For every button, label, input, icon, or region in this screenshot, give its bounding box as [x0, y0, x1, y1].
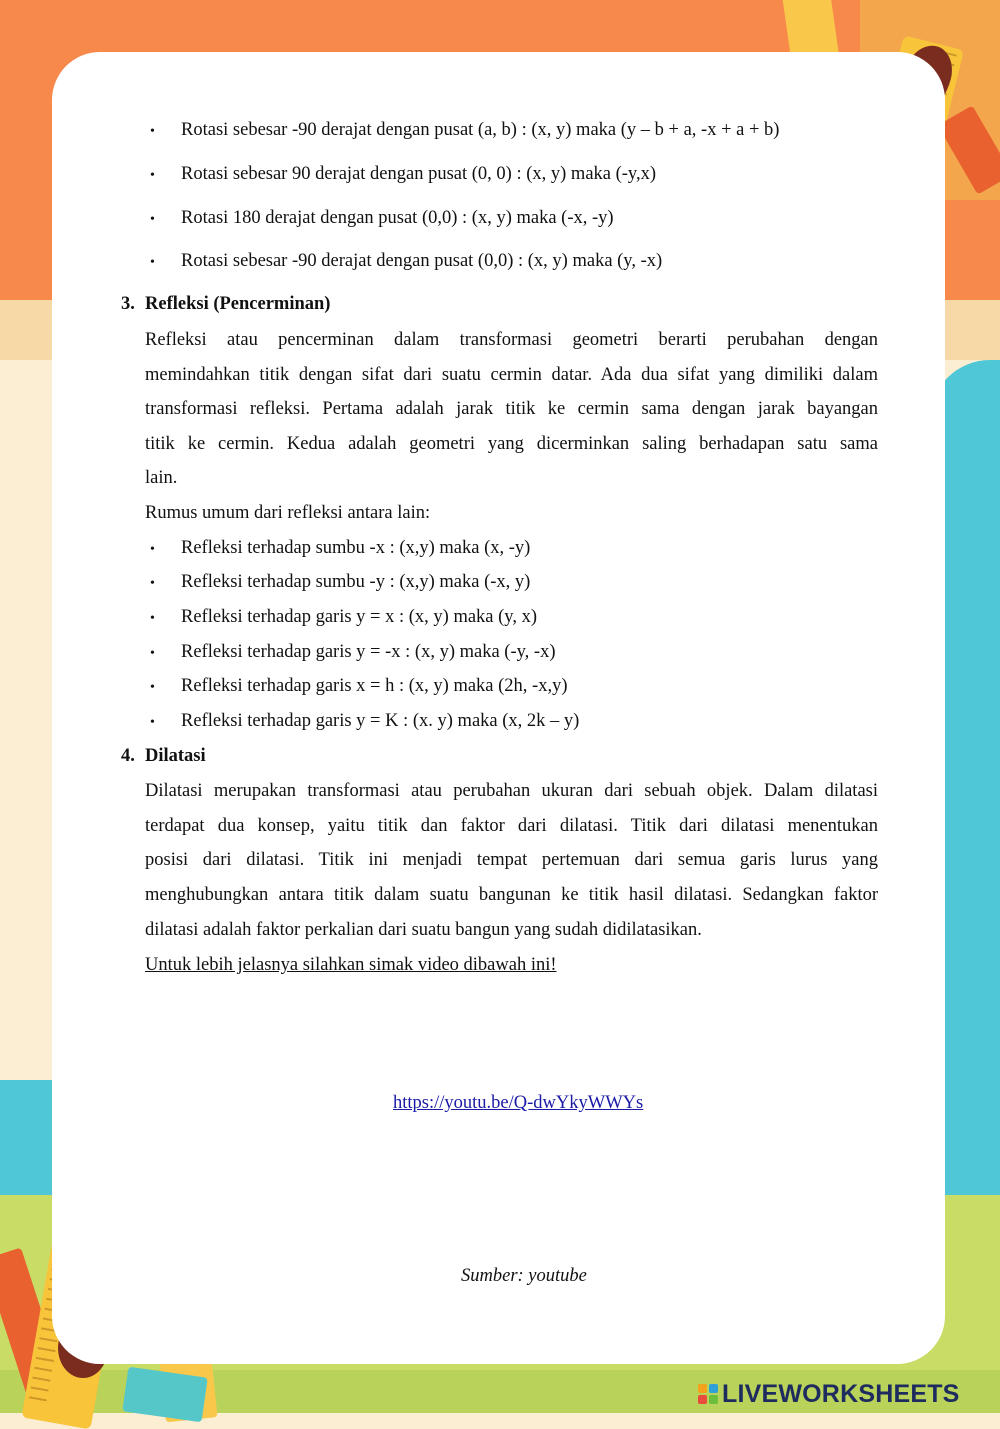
- paragraph-line: lain.: [145, 468, 178, 488]
- list-item: Refleksi terhadap garis y = x : (x, y) maka (y, x): [181, 607, 537, 627]
- list-item: Refleksi terhadap sumbu -y : (x,y) maka (-x, y): [181, 572, 531, 592]
- youtube-video-link[interactable]: https://youtu.be/Q-dwYkyWWYs: [393, 1093, 644, 1113]
- paragraph-line: Dilatasi merupakan transformasi atau perubahan ukuran dari sebuah objek. Dalam dilatasi: [145, 781, 878, 801]
- paragraph-line: terdapat dua konsep, yaitu titik dan faktor dari dilatasi. Titik dari dilatasi menentukan: [145, 816, 878, 836]
- paragraph-line: transformasi refleksi. Pertama adalah jarak titik ke cermin sama dengan jarak bayangan: [145, 399, 878, 419]
- video-prompt: Untuk lebih jelasnya silahkan simak video dibawah ini!: [145, 955, 557, 975]
- list-item: Refleksi terhadap garis y = -x : (x, y) maka (-y, -x): [181, 642, 556, 662]
- bullet-icon: •: [150, 212, 155, 227]
- source-caption: Sumber: youtube: [461, 1266, 587, 1286]
- bullet-icon: •: [150, 124, 155, 139]
- list-item: Refleksi terhadap garis y = K : (x. y) maka (x, 2k – y): [181, 711, 580, 731]
- list-item: Refleksi terhadap sumbu -x : (x,y) maka (x, -y): [181, 538, 531, 558]
- list-item: Rotasi 180 derajat dengan pusat (0,0) : (x, y) maka (-x, -y): [181, 208, 614, 228]
- paragraph-line: titik ke cermin. Kedua adalah geometri yang dicerminkan saling berhadapan satu sama: [145, 434, 878, 454]
- section-number: 4.: [121, 746, 135, 766]
- list-item: Refleksi terhadap garis x = h : (x, y) maka (2h, -x,y): [181, 676, 568, 696]
- bullet-icon: •: [150, 255, 155, 270]
- liveworksheets-brand[interactable]: [698, 1379, 960, 1409]
- liveworksheets-logo-icon: [698, 1384, 718, 1404]
- paragraph-line: menghubungkan antara titik dalam suatu bangunan ke titik hasil dilatasi. Sedangkan faktor: [145, 885, 878, 905]
- list-intro: Rumus umum dari refleksi antara lain:: [145, 503, 431, 523]
- bullet-icon: •: [150, 680, 155, 695]
- section-title: Refleksi (Pencerminan): [145, 294, 331, 314]
- list-item: Rotasi sebesar 90 derajat dengan pusat (0, 0) : (x, y) maka (-y,x): [181, 164, 657, 184]
- bullet-icon: •: [150, 576, 155, 591]
- paragraph-line: posisi dari dilatasi. Titik ini menjadi tempat pertemuan dari semua garis lurus yang: [145, 850, 878, 870]
- bullet-icon: •: [150, 646, 155, 661]
- section-title: Dilatasi: [145, 746, 206, 766]
- list-item: Rotasi sebesar -90 derajat dengan pusat (a, b) : (x, y) maka (y – b + a, -x + a + b): [181, 120, 780, 140]
- bullet-icon: •: [150, 542, 155, 557]
- bullet-icon: •: [150, 715, 155, 730]
- paragraph-line: Refleksi atau pencerminan dalam transformasi geometri berarti perubahan dengan: [145, 330, 878, 350]
- section-number: 3.: [121, 294, 135, 314]
- bullet-icon: •: [150, 168, 155, 183]
- bullet-icon: •: [150, 611, 155, 626]
- paragraph-line: dilatasi adalah faktor perkalian dari suatu bangun yang sudah didilatasikan.: [145, 920, 702, 940]
- brand-name: LIVEWORKSHEETS: [722, 1379, 960, 1408]
- paragraph-line: memindahkan titik dengan sifat dari suatu cermin datar. Ada dua sifat yang dimiliki dalam: [145, 365, 878, 385]
- list-item: Rotasi sebesar -90 derajat dengan pusat (0,0) : (x, y) maka (y, -x): [181, 251, 663, 271]
